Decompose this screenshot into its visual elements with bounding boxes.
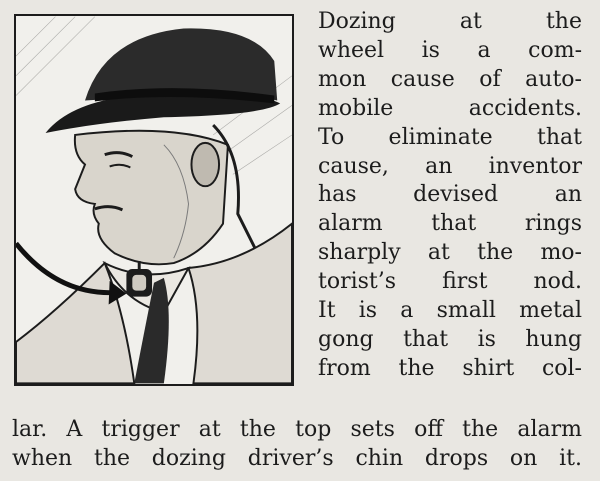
text-line: To eliminate that [318, 124, 582, 150]
text-line: from the shirt col- [318, 355, 582, 381]
text-line: mon cause of auto- [318, 66, 582, 92]
text-line: sharply at the mo- [318, 240, 582, 266]
text-line: wheel is a com- [318, 37, 582, 63]
collar-gong-alarm [126, 261, 152, 296]
face [75, 125, 263, 264]
text-line: Dozing at the [318, 9, 582, 34]
text-line: alarm that rings [318, 211, 582, 237]
illustration-drawing [16, 16, 292, 384]
text-line: torist’s first nod. [318, 269, 582, 295]
illustration-panel [14, 14, 294, 386]
hat [46, 28, 281, 133]
text-line: when the dozing driver’s chin drops on it. [12, 446, 582, 471]
text-line: gong that is hung [318, 326, 582, 352]
article-text-full-width [12, 415, 582, 473]
article-text-column [318, 8, 582, 384]
text-line: It is a small metal [318, 298, 582, 324]
text-line: lar. A trigger at the top sets off the alarm [12, 417, 582, 442]
text-line: mobile accidents. [318, 95, 582, 121]
text-line: cause, an inventor [318, 153, 582, 179]
text-line: has devised an [318, 182, 582, 208]
